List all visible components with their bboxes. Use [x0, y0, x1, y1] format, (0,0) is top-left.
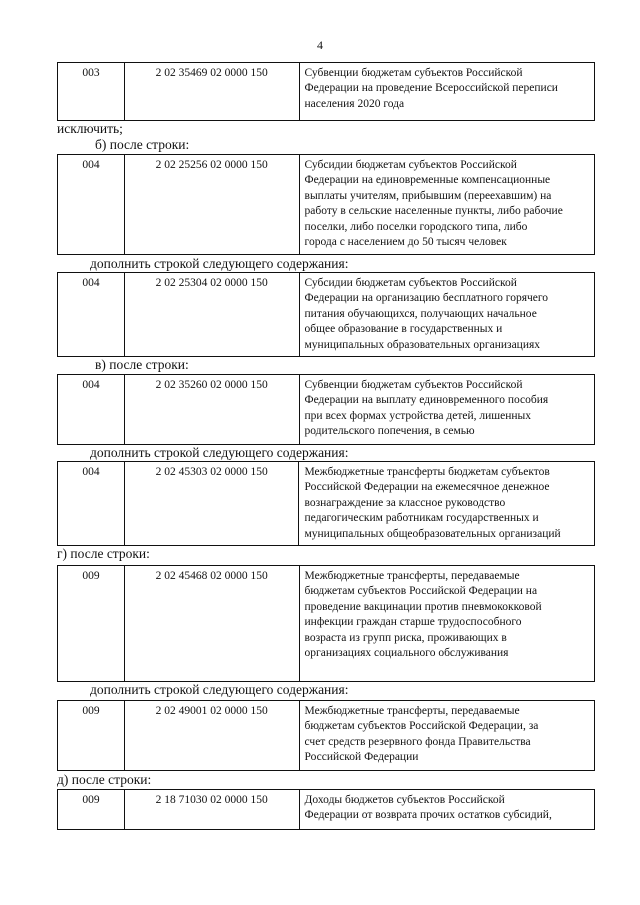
description-line: населения 2020 года [304, 97, 405, 110]
description-line: организациях социального обслуживания [304, 647, 509, 660]
description-line: муниципальных образовательных организациях [304, 338, 541, 351]
admin-code-cell: 004 [58, 155, 125, 255]
description-line: Федерации на проведение Всероссийской переписи [304, 82, 558, 95]
description-line: при всех формах устройства детей, лишенных [304, 409, 532, 422]
instruction-text: д) после строки: [57, 772, 152, 787]
admin-code-cell: 004 [58, 462, 125, 546]
budget-row-table [57, 272, 595, 357]
description-cell [299, 566, 594, 682]
instruction-text: дополнить строкой следующего содержания: [90, 682, 349, 697]
description-line: возраста из групп риска, проживающих в [304, 631, 507, 644]
description-line: Российской Федерации [304, 751, 419, 764]
description-line: поселки, либо поселки городского типа, либо [304, 220, 528, 233]
table-row [58, 155, 595, 255]
table-row [58, 462, 595, 546]
budget-row-table [57, 62, 595, 121]
kbk-code-cell: 2 02 25304 02 0000 150 [124, 273, 299, 357]
kbk-code-cell: 2 02 45468 02 0000 150 [124, 566, 299, 682]
budget-row-table [57, 154, 595, 255]
description-line: Субвенции бюджетам субъектов Российской [304, 379, 523, 391]
description-line: Федерации на единовременные компенсационные [304, 174, 551, 187]
instruction-text: дополнить строкой следующего содержания: [90, 256, 349, 271]
instruction-text: б) после строки: [95, 137, 190, 152]
description-line: города с населением до 50 тысяч человек [304, 236, 507, 249]
description-line: Федерации на выплату единовременного пособия [304, 394, 549, 407]
admin-code-cell: 004 [58, 375, 125, 445]
description-cell [299, 701, 594, 771]
description-line: Межбюджетные трансферты бюджетам субъектов [304, 466, 550, 478]
kbk-code-cell: 2 02 35469 02 0000 150 [124, 63, 299, 121]
kbk-code-cell: 2 18 71030 02 0000 150 [124, 790, 299, 830]
kbk-code-cell: 2 02 45303 02 0000 150 [124, 462, 299, 546]
budget-row-table [57, 700, 595, 771]
description-line: инфекции граждан старше трудоспособного [304, 616, 522, 629]
description-line: родительского попечения, в семью [304, 425, 475, 438]
description-line: бюджетам субъектов Российской Федерации на [304, 585, 538, 598]
description-cell [299, 273, 594, 357]
kbk-code-cell: 2 02 49001 02 0000 150 [124, 701, 299, 771]
description-line: общее образование в государственных и [304, 323, 503, 336]
description-cell [299, 375, 594, 445]
table-row [58, 375, 595, 445]
instruction-text: дополнить строкой следующего содержания: [90, 445, 349, 460]
table-row [58, 63, 595, 121]
description-line: работу в сельские населенные пункты, либо рабочие [304, 205, 563, 218]
budget-row-table [57, 789, 595, 830]
description-line: Доходы бюджетов субъектов Российской [304, 794, 505, 806]
instruction-text: исключить; [57, 121, 123, 136]
description-line: Субсидии бюджетам субъектов Российской [304, 159, 517, 171]
description-line: Субсидии бюджетам субъектов Российской [304, 277, 517, 289]
admin-code-cell: 009 [58, 701, 125, 771]
kbk-code-cell: 2 02 35260 02 0000 150 [124, 375, 299, 445]
table-row [58, 566, 595, 682]
description-cell [299, 462, 595, 546]
description-line: Субвенции бюджетам субъектов Российской [304, 67, 523, 79]
description-line: выплаты учителям, прибывшим (переехавшим) на [304, 189, 552, 202]
admin-code-cell: 004 [58, 273, 125, 357]
budget-row-table [57, 565, 595, 682]
table-row [58, 273, 595, 357]
admin-code-cell: 009 [58, 790, 125, 830]
instruction-text: в) после строки: [95, 357, 189, 372]
description-line: Федерации на организацию бесплатного горячего [304, 292, 549, 305]
description-line: счет средств резервного фонда Правительства [304, 735, 531, 748]
budget-row-table [57, 374, 595, 445]
admin-code-cell: 003 [58, 63, 125, 121]
description-cell [299, 790, 594, 830]
table-row [58, 790, 595, 830]
description-line: Межбюджетные трансферты, передаваемые [304, 570, 520, 582]
description-line: Российской Федерации на ежемесячное денежное [304, 481, 550, 494]
table-row [58, 701, 595, 771]
description-line: вознаграждение за классное руководство [304, 496, 506, 509]
description-line: проведение вакцинации против пневмококковой [304, 600, 542, 613]
instruction-text: г) после строки: [57, 546, 150, 561]
description-line: Межбюджетные трансферты, передаваемые [304, 705, 520, 717]
admin-code-cell: 009 [58, 566, 125, 682]
description-cell [299, 63, 594, 121]
description-line: муниципальных общеобразовательных организаций [304, 527, 561, 540]
budget-row-table [57, 461, 595, 546]
page-number: 4 [317, 38, 323, 52]
description-line: бюджетам субъектов Российской Федерации, за [304, 720, 539, 733]
description-cell [299, 155, 594, 255]
description-line: Федерации от возврата прочих остатков субсидий, [304, 809, 552, 822]
description-line: педагогическим работникам государственных и [304, 512, 539, 525]
kbk-code-cell: 2 02 25256 02 0000 150 [124, 155, 299, 255]
description-line: питания обучающихся, получающих начальное [304, 307, 537, 320]
